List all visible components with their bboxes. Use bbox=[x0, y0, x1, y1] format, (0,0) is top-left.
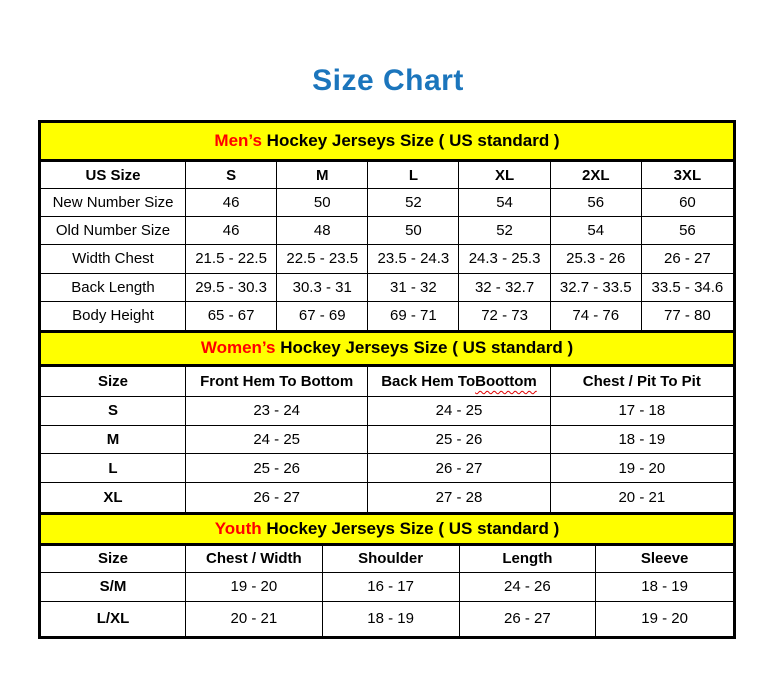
mens-section-title-highlight: Men’s bbox=[214, 131, 262, 150]
column-header: S bbox=[186, 162, 277, 188]
youth-section-title-highlight: Youth bbox=[214, 518, 262, 538]
table-cell: 27 - 28 bbox=[368, 483, 550, 512]
table-cell: 52 bbox=[459, 217, 550, 244]
table-cell: 20 - 21 bbox=[186, 602, 323, 636]
column-header: 2XL bbox=[551, 162, 642, 188]
table-cell: 26 - 27 bbox=[664, 250, 711, 268]
row-label: M bbox=[41, 426, 186, 454]
youth-header-row bbox=[41, 546, 733, 573]
table-cell: 33.5 - 34.6 bbox=[651, 278, 724, 296]
row-label: S bbox=[41, 397, 186, 425]
table-cell: 69 - 71 bbox=[368, 302, 459, 330]
table-cell: 50 bbox=[277, 189, 368, 216]
column-header: Length bbox=[460, 546, 597, 572]
table-row bbox=[41, 426, 733, 455]
column-header: L bbox=[368, 162, 459, 188]
youth-section bbox=[41, 512, 733, 636]
column-header: M bbox=[277, 162, 368, 188]
mens-section-title-text: Hockey Jerseys Size ( US standard ) bbox=[261, 131, 560, 150]
table-cell: 21.5 - 22.5 bbox=[186, 245, 277, 272]
womens-header-row bbox=[41, 367, 733, 397]
womens-section-title-highlight: Women’s bbox=[200, 338, 276, 358]
column-header: XL bbox=[459, 162, 550, 188]
table-cell: 26 - 27 bbox=[460, 602, 597, 636]
table-row bbox=[41, 302, 733, 330]
table-row bbox=[41, 483, 733, 512]
mens-header-row bbox=[41, 162, 733, 189]
table-cell: 56 bbox=[551, 189, 642, 216]
table-cell: 46 bbox=[186, 217, 277, 244]
table-row bbox=[41, 454, 733, 483]
page-title: Size Chart bbox=[312, 64, 464, 97]
table-cell: 25 - 26 bbox=[186, 454, 368, 482]
table-row bbox=[41, 189, 733, 217]
table-cell: 26 - 27 bbox=[368, 454, 550, 482]
table-cell: 60 bbox=[679, 194, 696, 212]
table-cell: 74 - 76 bbox=[551, 302, 642, 330]
table-cell: 54 bbox=[459, 189, 550, 216]
column-header: Front Hem To Bottom bbox=[186, 367, 368, 396]
table-cell: 18 - 19 bbox=[323, 602, 460, 636]
table-cell: 48 bbox=[277, 217, 368, 244]
table-cell: 50 bbox=[368, 217, 459, 244]
youth-section-header-band bbox=[41, 512, 733, 546]
column-header: Size bbox=[41, 546, 186, 572]
table-cell: 16 - 17 bbox=[323, 573, 460, 601]
table-cell: 18 - 19 bbox=[618, 430, 666, 448]
row-label: Width Chest bbox=[41, 245, 186, 272]
womens-table-body bbox=[41, 397, 733, 512]
row-label: New Number Size bbox=[41, 189, 186, 216]
table-cell: 25.3 - 26 bbox=[551, 245, 642, 272]
spellcheck-wavy-word: Boottom bbox=[475, 372, 537, 390]
column-header: Chest / Pit To Pit bbox=[582, 372, 701, 390]
table-cell: 77 - 80 bbox=[664, 307, 711, 325]
womens-section-title-text: Hockey Jerseys Size ( US standard ) bbox=[275, 338, 574, 358]
youth-section-title-text: Hockey Jerseys Size ( US standard ) bbox=[261, 518, 560, 538]
mens-section bbox=[41, 123, 733, 330]
table-cell: 31 - 32 bbox=[368, 274, 459, 301]
column-header bbox=[368, 367, 550, 396]
table-cell: 17 - 18 bbox=[618, 402, 666, 420]
table-cell: 24 - 26 bbox=[460, 573, 597, 601]
table-cell: 67 - 69 bbox=[277, 302, 368, 330]
table-cell: 32.7 - 33.5 bbox=[551, 274, 642, 301]
table-cell: 23.5 - 24.3 bbox=[368, 245, 459, 272]
table-cell: 19 - 20 bbox=[186, 573, 323, 601]
table-cell: 54 bbox=[551, 217, 642, 244]
row-label: Body Height bbox=[41, 302, 186, 330]
row-label: Old Number Size bbox=[41, 217, 186, 244]
size-chart-table bbox=[38, 120, 736, 639]
mens-table-body bbox=[41, 189, 733, 330]
table-cell: 22.5 - 23.5 bbox=[277, 245, 368, 272]
mens-section-header-band bbox=[41, 123, 733, 162]
table-cell: 52 bbox=[368, 189, 459, 216]
womens-section bbox=[41, 330, 733, 512]
table-cell: 56 bbox=[679, 222, 696, 240]
table-cell: 65 - 67 bbox=[186, 302, 277, 330]
womens-section-header-band bbox=[41, 330, 733, 367]
table-cell: 23 - 24 bbox=[186, 397, 368, 425]
table-cell: 19 - 20 bbox=[641, 610, 688, 628]
table-row bbox=[41, 573, 733, 602]
column-header: Shoulder bbox=[323, 546, 460, 572]
table-cell: 24 - 25 bbox=[368, 397, 550, 425]
row-label: L bbox=[41, 454, 186, 482]
table-cell: 20 - 21 bbox=[618, 488, 666, 506]
column-header: Size bbox=[41, 367, 186, 396]
table-row bbox=[41, 602, 733, 636]
column-header: US Size bbox=[41, 162, 186, 188]
table-cell: 19 - 20 bbox=[618, 459, 666, 477]
table-row bbox=[41, 397, 733, 426]
row-label: L/XL bbox=[41, 602, 186, 636]
table-row bbox=[41, 217, 733, 245]
table-cell: 24 - 25 bbox=[186, 426, 368, 454]
table-cell: 30.3 - 31 bbox=[277, 274, 368, 301]
row-label: XL bbox=[41, 483, 186, 512]
table-cell: 18 - 19 bbox=[641, 578, 688, 596]
table-cell: 72 - 73 bbox=[459, 302, 550, 330]
table-cell: 25 - 26 bbox=[368, 426, 550, 454]
table-cell: 24.3 - 25.3 bbox=[459, 245, 550, 272]
column-header: 3XL bbox=[673, 166, 702, 184]
row-label: S/M bbox=[41, 573, 186, 601]
column-header: Chest / Width bbox=[186, 546, 323, 572]
table-row bbox=[41, 274, 733, 302]
table-cell: 32 - 32.7 bbox=[459, 274, 550, 301]
row-label: Back Length bbox=[41, 274, 186, 301]
youth-table-body bbox=[41, 573, 733, 636]
table-cell: 46 bbox=[186, 189, 277, 216]
table-row bbox=[41, 245, 733, 273]
table-cell: 26 - 27 bbox=[186, 483, 368, 512]
table-cell: 29.5 - 30.3 bbox=[186, 274, 277, 301]
column-header-text: Back Hem To bbox=[381, 372, 476, 390]
column-header: Sleeve bbox=[640, 550, 689, 568]
